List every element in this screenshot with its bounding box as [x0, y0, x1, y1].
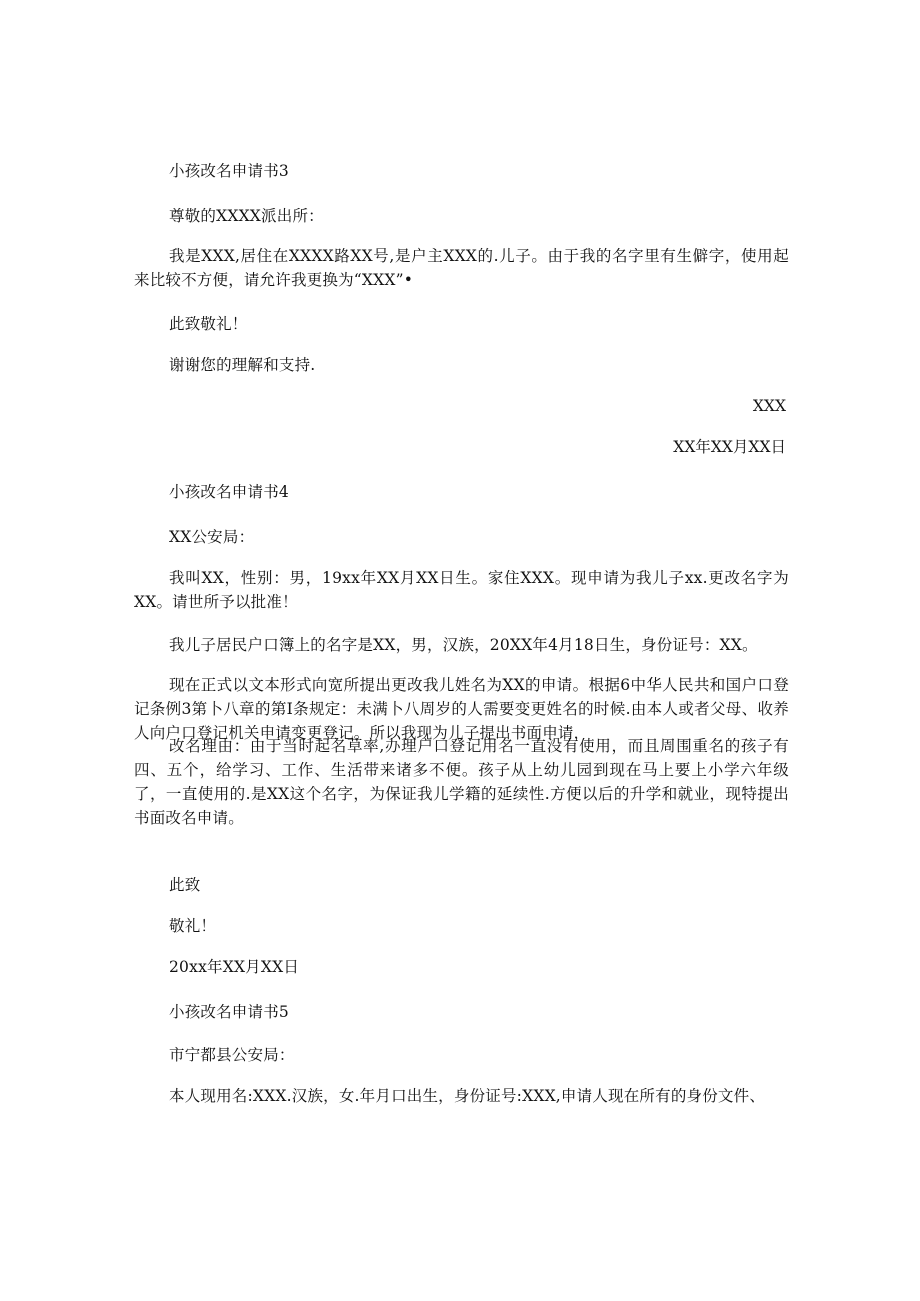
section4-closing-1: 此致: [169, 876, 201, 894]
section3-signature: XXX: [752, 397, 786, 415]
section5-title: 小孩改名申请书5: [169, 1003, 289, 1021]
section3-thanks: 谢谢您的理解和支持.: [169, 356, 316, 374]
section4-closing-2: 敬礼！: [169, 917, 217, 935]
section4-date: 20xx年XX月XX日: [169, 958, 300, 976]
section3-closing: 此致敬礼！: [169, 315, 248, 333]
section4-title: 小孩改名申请书4: [169, 483, 289, 501]
section4-salutation: XX公安局：: [169, 528, 255, 546]
section5-paragraph-1: 本人现用名:XXX.汉族，女.年月口出生，身份证号:XXX,申请人现在所有的身份文件、: [169, 1087, 766, 1105]
section4-paragraph-2: 我儿子居民户口簿上的名字是XX，男，汉族，20XX年4月18日生，身份证号：XX。: [169, 636, 758, 654]
section3-title: 小孩改名申请书3: [169, 162, 289, 180]
section4-paragraph-4: 改名理由：由于当时起名草率,办理户口登记用名一直没有使用，而且周围重名的孩子有四、五个，给学习、工作、生活带来诸多不便。孩子从上幼儿园到现在马上要上小学六年级了，一直使用的.是XX这个名字，为保证我儿学籍的延续性.方便以后的升学和就业，现特提出书面改名申请。: [134, 737, 789, 827]
section4-paragraph-3: 现在正式以文本形式向宽所提出更改我儿姓名为XX的申请。根据6中华人民共和国户口登记条例3第卜八章的第I条规定：未满卜八周岁的人需要变更姓名的时候.由本人或者父母、收养人向户口登记机关申请变更登记。所以我现为儿子提出书面申请，: [134, 676, 789, 742]
section4-paragraph-1: 我叫XX，性别：男，19xx年XX月XX日生。家住XXX。现申请为我儿子xx.更改名字为XX。请世所予以批准！: [134, 569, 789, 611]
section3-salutation: 尊敬的XXXX派出所：: [169, 207, 324, 225]
section5-salutation: 市宁都县公安局：: [169, 1046, 295, 1064]
section3-date: XX年XX月XX日: [673, 438, 786, 456]
section3-body: 我是XXX,居住在XXXX路XX号,是户主XXX的.儿子。由于我的名字里有生僻字，使用起来比较不方便，请允许我更换为“XXX”•: [134, 247, 789, 289]
